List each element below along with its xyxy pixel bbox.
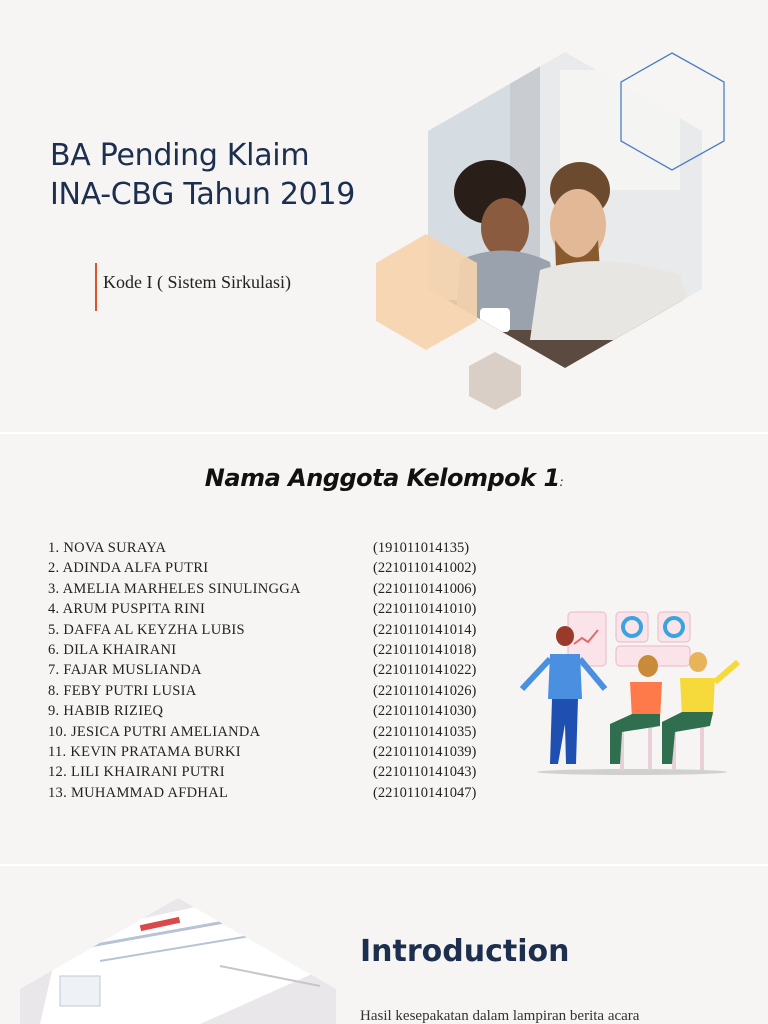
- title-line-2: INA-CBG Tahun 2019: [50, 177, 356, 212]
- list-item: [48, 744, 498, 764]
- member-id: (2210110141043): [373, 764, 477, 781]
- subtitle: Kode I ( Sistem Sirkulasi): [103, 272, 291, 292]
- member-name: 6. DILA KHAIRANI: [48, 641, 177, 658]
- member-list: [48, 540, 498, 805]
- member-name: 13. MUHAMMAD AFDHAL: [48, 784, 229, 801]
- member-id: (2210110141022): [373, 662, 477, 679]
- list-item: [48, 785, 498, 805]
- title-slide: [0, 0, 768, 432]
- list-item: [48, 764, 498, 784]
- member-name: 5. DAFFA AL KEYZHA LUBIS: [48, 621, 245, 638]
- members-heading-text: Nama Anggota Kelompok 1: [204, 464, 560, 492]
- member-id: (2210110141035): [373, 723, 477, 740]
- member-name: 7. FAJAR MUSLIANDA: [48, 662, 202, 679]
- list-item: [48, 662, 498, 682]
- member-name: 4. ARUM PUSPITA RINI: [48, 601, 206, 618]
- member-id: (2210110141047): [373, 784, 477, 801]
- member-name: 12. LILI KHAIRANI PUTRI: [48, 764, 225, 781]
- member-id: (2210110141026): [373, 682, 477, 699]
- list-item: [48, 724, 498, 744]
- member-id: (2210110141018): [373, 641, 477, 658]
- members-heading-colon: :: [559, 475, 564, 489]
- member-name: 10. JESICA PUTRI AMELIANDA: [48, 723, 261, 740]
- member-name: 1. NOVA SURAYA: [48, 540, 167, 556]
- members-slide: [0, 434, 768, 864]
- member-id: (2210110141039): [373, 743, 477, 760]
- list-item: [48, 560, 498, 580]
- introduction-slide: [0, 866, 768, 1024]
- member-name: 8. FEBY PUTRI LUSIA: [48, 682, 197, 699]
- member-name: 11. KEVIN PRATAMA BURKI: [48, 743, 241, 760]
- member-id: (2210110141006): [373, 580, 477, 597]
- member-id: (2210110141010): [373, 601, 477, 618]
- member-name: 3. AMELIA MARHELES SINULINGGA: [48, 580, 301, 597]
- member-name: 9. HABIB RIZIEQ: [48, 703, 164, 720]
- document-photo-hexagon: [0, 866, 340, 1024]
- member-id: (2210110141030): [373, 703, 477, 720]
- team-illustration: [510, 604, 750, 779]
- member-id: (2210110141002): [373, 560, 477, 577]
- subtitle-accent-bar: [95, 263, 97, 311]
- introduction-title: Introduction: [360, 934, 570, 969]
- list-item: [48, 601, 498, 621]
- introduction-text: Hasil kesepakatan dalam lampiran berita acara: [360, 1008, 640, 1024]
- taupe-hexagon: [469, 352, 521, 410]
- list-item: [48, 581, 498, 601]
- presentation-title: [50, 136, 390, 214]
- list-item: [48, 642, 498, 662]
- list-item: [48, 703, 498, 723]
- list-item: [48, 622, 498, 642]
- list-item: [48, 683, 498, 703]
- hexagon-graphics: [0, 0, 768, 432]
- members-heading: [0, 464, 768, 492]
- member-id: (2210110141014): [373, 621, 477, 638]
- list-item: [48, 540, 498, 560]
- member-id: (191011014135): [373, 540, 470, 556]
- member-name: 2. ADINDA ALFA PUTRI: [48, 560, 209, 577]
- title-line-1: BA Pending Klaim: [50, 138, 310, 173]
